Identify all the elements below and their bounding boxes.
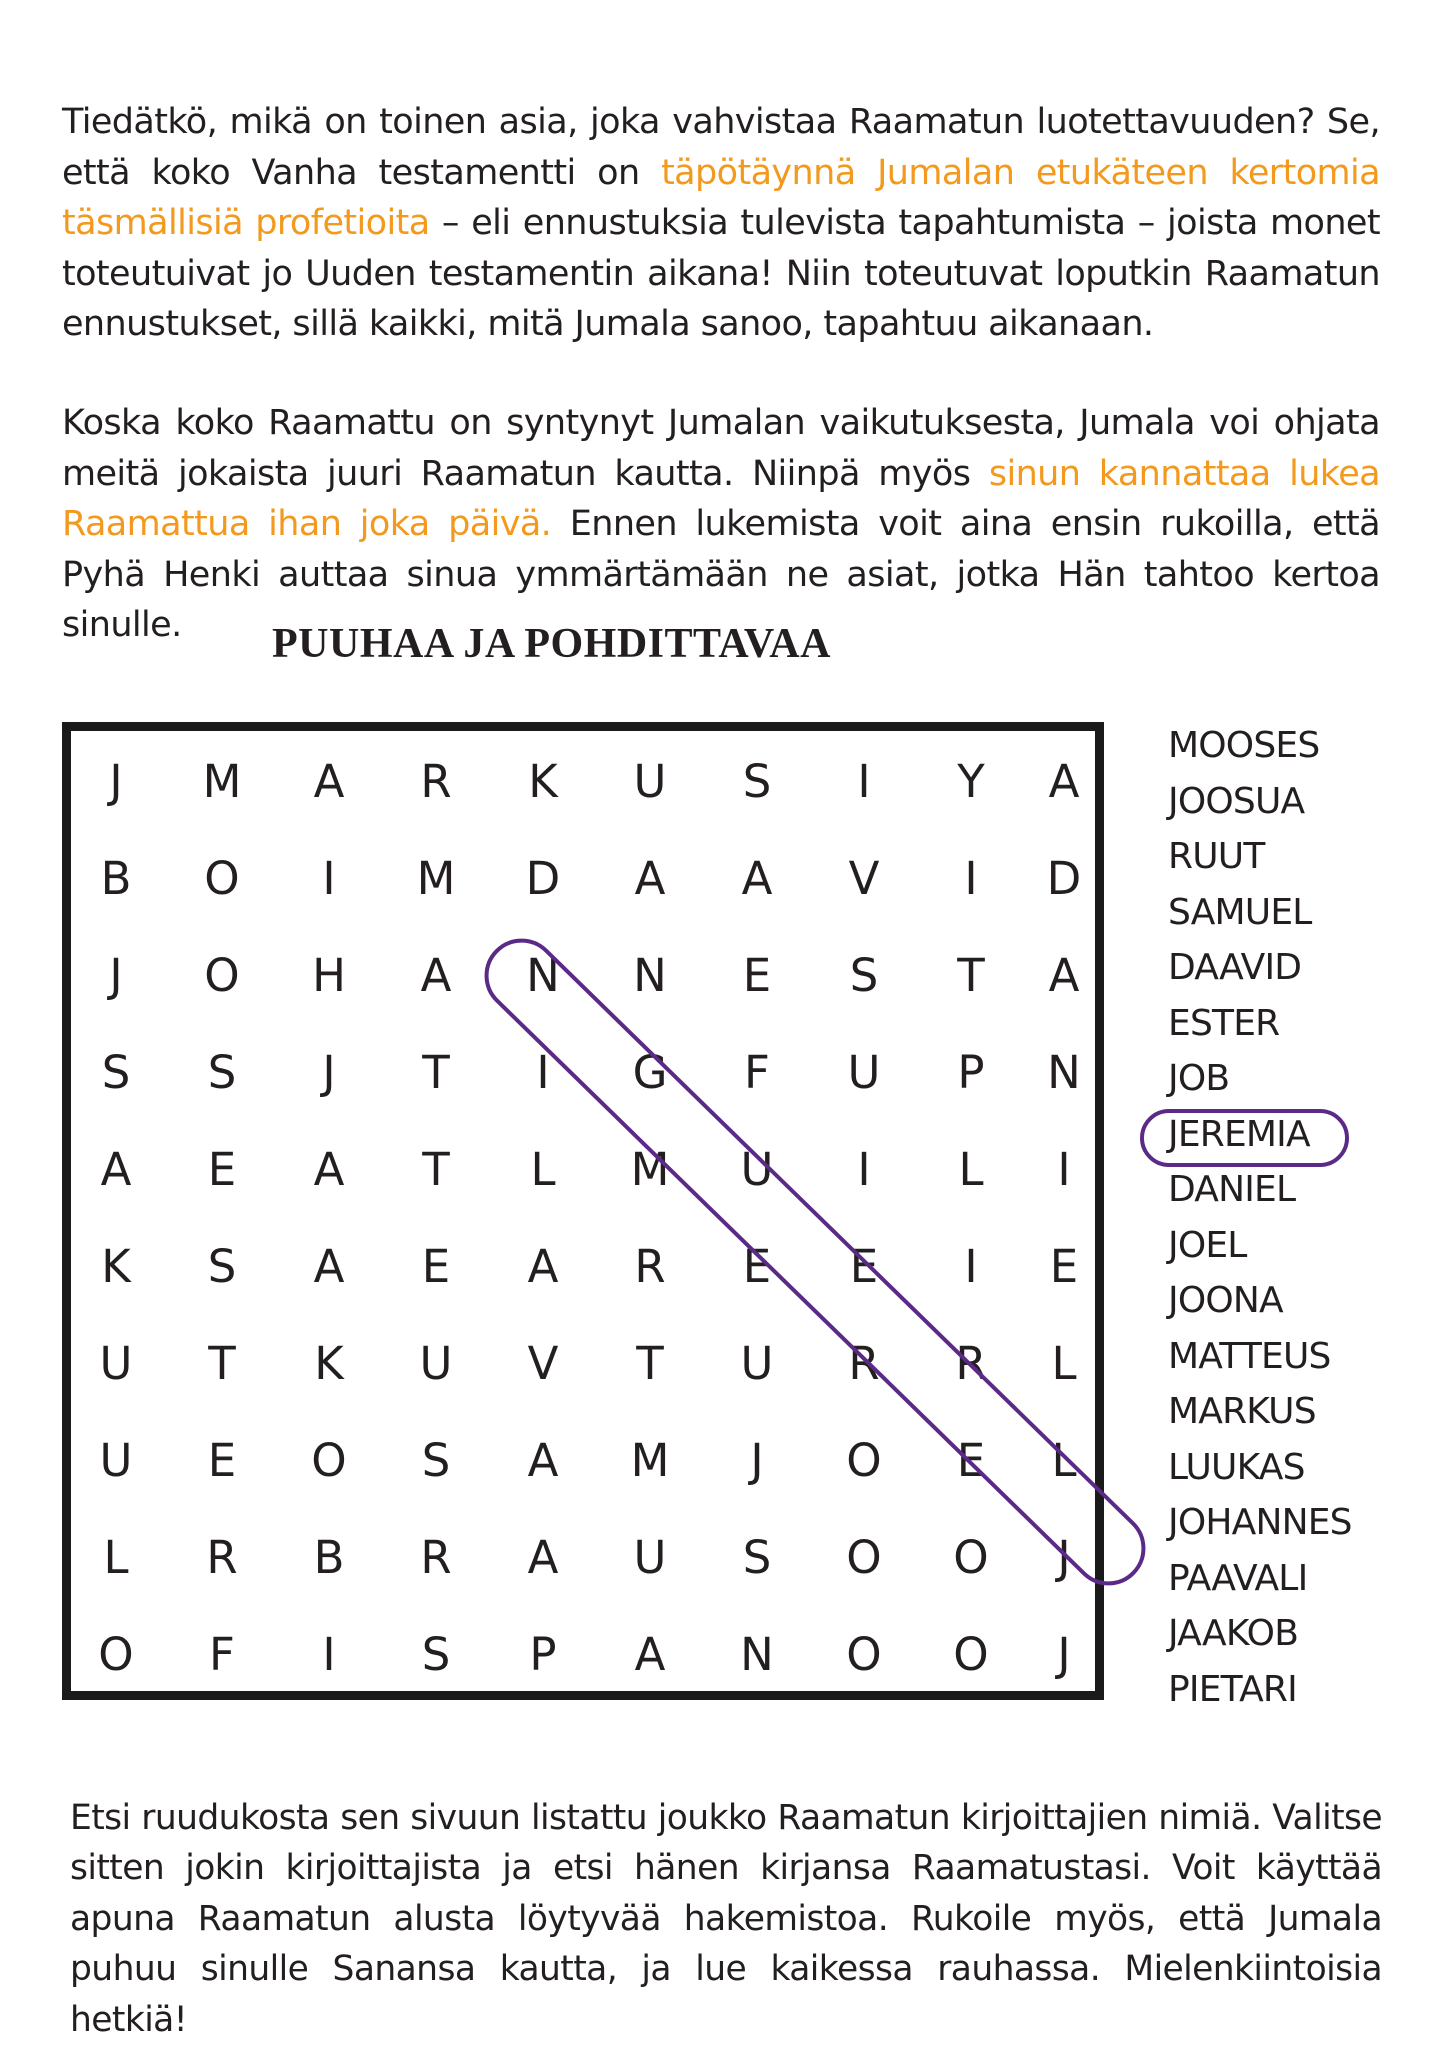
word-list-item: PIETARI — [1168, 1668, 1297, 1710]
grid-letter: O — [953, 1628, 989, 1681]
grid-letter: E — [742, 949, 772, 1002]
grid-letter: A — [313, 1143, 345, 1196]
grid-letter: P — [529, 1628, 557, 1681]
word-list-item: MOOSES — [1168, 725, 1320, 766]
grid-letter: J — [1057, 1628, 1071, 1681]
grid-letter: I — [857, 1143, 871, 1196]
word-list-item: JOB — [1168, 1058, 1230, 1099]
grid-letter: R — [420, 1531, 452, 1584]
word-list-item: JOONA — [1168, 1280, 1283, 1321]
grid-letter: A — [313, 755, 345, 808]
grid-letter: F — [209, 1628, 235, 1681]
grid-letter: M — [416, 852, 456, 905]
grid-letter: U — [99, 1337, 133, 1390]
grid-letter: F — [744, 1046, 770, 1099]
word-list-item: MARKUS — [1168, 1391, 1316, 1432]
grid-letter: O — [311, 1434, 347, 1487]
grid-letter: S — [742, 755, 772, 808]
word-list-item: SAMUEL — [1168, 891, 1312, 933]
grid-letter: S — [207, 1046, 237, 1099]
grid-letter: H — [312, 949, 346, 1002]
grid-letter: J — [109, 755, 123, 808]
grid-letter: A — [420, 949, 452, 1002]
section-heading: PUUHAA JA POHDITTAVAA — [272, 621, 831, 667]
grid-letter: M — [202, 755, 242, 808]
grid-letter: U — [740, 1337, 774, 1390]
grid-letter: N — [1047, 1046, 1081, 1099]
grid-letter: I — [322, 852, 336, 905]
grid-letter: O — [204, 852, 240, 905]
word-list-item: JAAKOB — [1168, 1613, 1299, 1654]
grid-letter: M — [630, 1434, 670, 1487]
intro-paragraph-2 — [62, 398, 1380, 651]
grid-letter: K — [101, 1240, 131, 1293]
grid-letter: R — [634, 1240, 666, 1293]
grid-letter: E — [207, 1434, 237, 1487]
grid-letter: O — [953, 1531, 989, 1584]
grid-letter: P — [957, 1046, 985, 1099]
word-list-item: DAAVID — [1168, 947, 1302, 988]
grid-letter: A — [100, 1143, 132, 1196]
grid-letter: A — [1048, 755, 1080, 808]
grid-letter: M — [630, 1143, 670, 1196]
grid-letter: U — [847, 1046, 881, 1099]
grid-letter: I — [964, 852, 978, 905]
grid-letter: A — [634, 852, 666, 905]
grid-letter: E — [742, 1240, 772, 1293]
grid-letter: E — [956, 1434, 986, 1487]
grid-letter: D — [1046, 852, 1082, 905]
word-list-item: RUUT — [1168, 836, 1265, 877]
grid-letter: I — [857, 755, 871, 808]
grid-letter: O — [846, 1628, 882, 1681]
grid-letter: O — [846, 1434, 882, 1487]
grid-letter: I — [964, 1240, 978, 1293]
grid-letter: S — [421, 1628, 451, 1681]
grid-letter: N — [633, 949, 667, 1002]
instructions-paragraph: Etsi ruudukosta sen sivuun listattu joukko Raamatun kirjoittajien nimiä. Valitse sitten jokin kirjoittajista ja etsi hänen kirjansa Raamatustasi. Voit käyttää apuna Raamatun alusta löytyvää hakemistoa. Rukoile myös, että Jumala puhuu sinulle Sanansa kautta, ja lue kaikessa rauhassa. Mielenkiintoisia hetkiä! — [70, 1797, 1382, 2040]
word-list-item: LUUKAS — [1168, 1446, 1305, 1488]
grid-letter: J — [109, 949, 123, 1002]
grid-letter: A — [527, 1531, 559, 1584]
grid-letter: U — [740, 1143, 774, 1196]
grid-letter: O — [846, 1531, 882, 1584]
grid-letter: A — [527, 1434, 559, 1487]
intro-text-1a: Tiedätkö, mikä on toinen asia, joka vahvistaa Raamatun luotettavuuden? Se, että koko Vanha testamentti on — [62, 102, 1380, 193]
grid-letter: O — [204, 949, 240, 1002]
grid-letter: D — [525, 852, 561, 905]
grid-letter: B — [313, 1531, 345, 1584]
grid-letter: U — [99, 1434, 133, 1487]
grid-letter: T — [208, 1337, 236, 1390]
intro-text-2b: Ennen lukemista voit aina ensin rukoilla, että Pyhä Henki auttaa sinua ymmärtämään ne asiat, jotka Hän tahtoo kertoa sinulle. — [62, 504, 1380, 645]
grid-letter: T — [636, 1337, 664, 1390]
word-list-item: MATTEUS — [1168, 1335, 1331, 1377]
grid-letter: L — [530, 1143, 556, 1196]
grid-letter: S — [207, 1240, 237, 1293]
intro-highlight-2: sinun kannattaa lukea Raamattua ihan joka päivä. — [62, 453, 1380, 544]
grid-letter: B — [100, 852, 132, 905]
grid-letter: R — [955, 1337, 987, 1390]
grid-letter: S — [101, 1046, 131, 1099]
grid-letter: S — [421, 1434, 451, 1487]
grid-letter: K — [314, 1337, 344, 1390]
grid-letter: U — [419, 1337, 453, 1390]
grid-letter: V — [848, 852, 880, 905]
grid-letter: J — [750, 1434, 764, 1487]
grid-letter: L — [958, 1143, 984, 1196]
grid-letter: V — [527, 1337, 559, 1390]
grid-letter: N — [740, 1628, 774, 1681]
grid-letter: E — [849, 1240, 879, 1293]
grid-letter: E — [421, 1240, 451, 1293]
grid-letter: J — [1057, 1531, 1071, 1584]
grid-letter: R — [206, 1531, 238, 1584]
word-list-item: JEREMIA — [1168, 1113, 1310, 1155]
grid-letter: Y — [957, 755, 985, 808]
grid-letter: A — [527, 1240, 559, 1293]
grid-letter: A — [1048, 949, 1080, 1002]
grid-letter: K — [528, 755, 558, 808]
grid-letter: E — [1049, 1240, 1079, 1293]
grid-letter: N — [526, 949, 560, 1002]
word-list-item: PAAVALI — [1168, 1557, 1308, 1599]
grid-letter: I — [1057, 1143, 1071, 1196]
grid-letter: A — [313, 1240, 345, 1293]
grid-letter: S — [742, 1531, 772, 1584]
grid-letter: E — [207, 1143, 237, 1196]
word-list-item: JOOSUA — [1168, 780, 1305, 822]
grid-letter: G — [632, 1046, 668, 1099]
word-list-item: ESTER — [1168, 1002, 1280, 1044]
grid-letter: I — [536, 1046, 550, 1099]
grid-letter: U — [633, 755, 667, 808]
intro-paragraph-1 — [62, 97, 1380, 350]
grid-letter: L — [103, 1531, 129, 1584]
grid-letter: J — [322, 1046, 336, 1099]
word-list-item: DANIEL — [1168, 1169, 1296, 1210]
grid-letter: R — [420, 755, 452, 808]
word-list-item: JOEL — [1168, 1224, 1247, 1266]
grid-letter: R — [848, 1337, 880, 1390]
grid-letter: A — [634, 1628, 666, 1681]
intro-text-1b: – eli ennustuksia tulevista tapahtumista – joista monet toteutuivat jo Uuden testamentin aikana! Niin toteutuvat loputkin Raamatun ennustukset, sillä kaikki, mitä Jumala sanoo, tapahtuu aikanaan. — [62, 203, 1380, 344]
intro-highlight-1: täpötäynnä Jumalan etukäteen kertomia täsmällisiä profetioita — [62, 152, 1380, 243]
grid-letter: A — [741, 852, 773, 905]
grid-letter: T — [422, 1046, 450, 1099]
grid-letter: S — [849, 949, 879, 1002]
intro-text-2a: Koska koko Raamattu on syntynyt Jumalan vaikutuksesta, Jumala voi ohjata meitä jokaista juuri Raamatun kautta. Niinpä myös — [62, 403, 1380, 494]
grid-letter: L — [1051, 1337, 1077, 1390]
grid-letter: L — [1051, 1434, 1077, 1487]
word-list-item: JOHANNES — [1168, 1502, 1352, 1543]
word-search-grid — [62, 722, 1104, 1700]
grid-letter: T — [957, 949, 985, 1002]
grid-letter: T — [422, 1143, 450, 1196]
grid-letter: I — [322, 1628, 336, 1681]
grid-letter: U — [633, 1531, 667, 1584]
grid-letter: O — [98, 1628, 134, 1681]
